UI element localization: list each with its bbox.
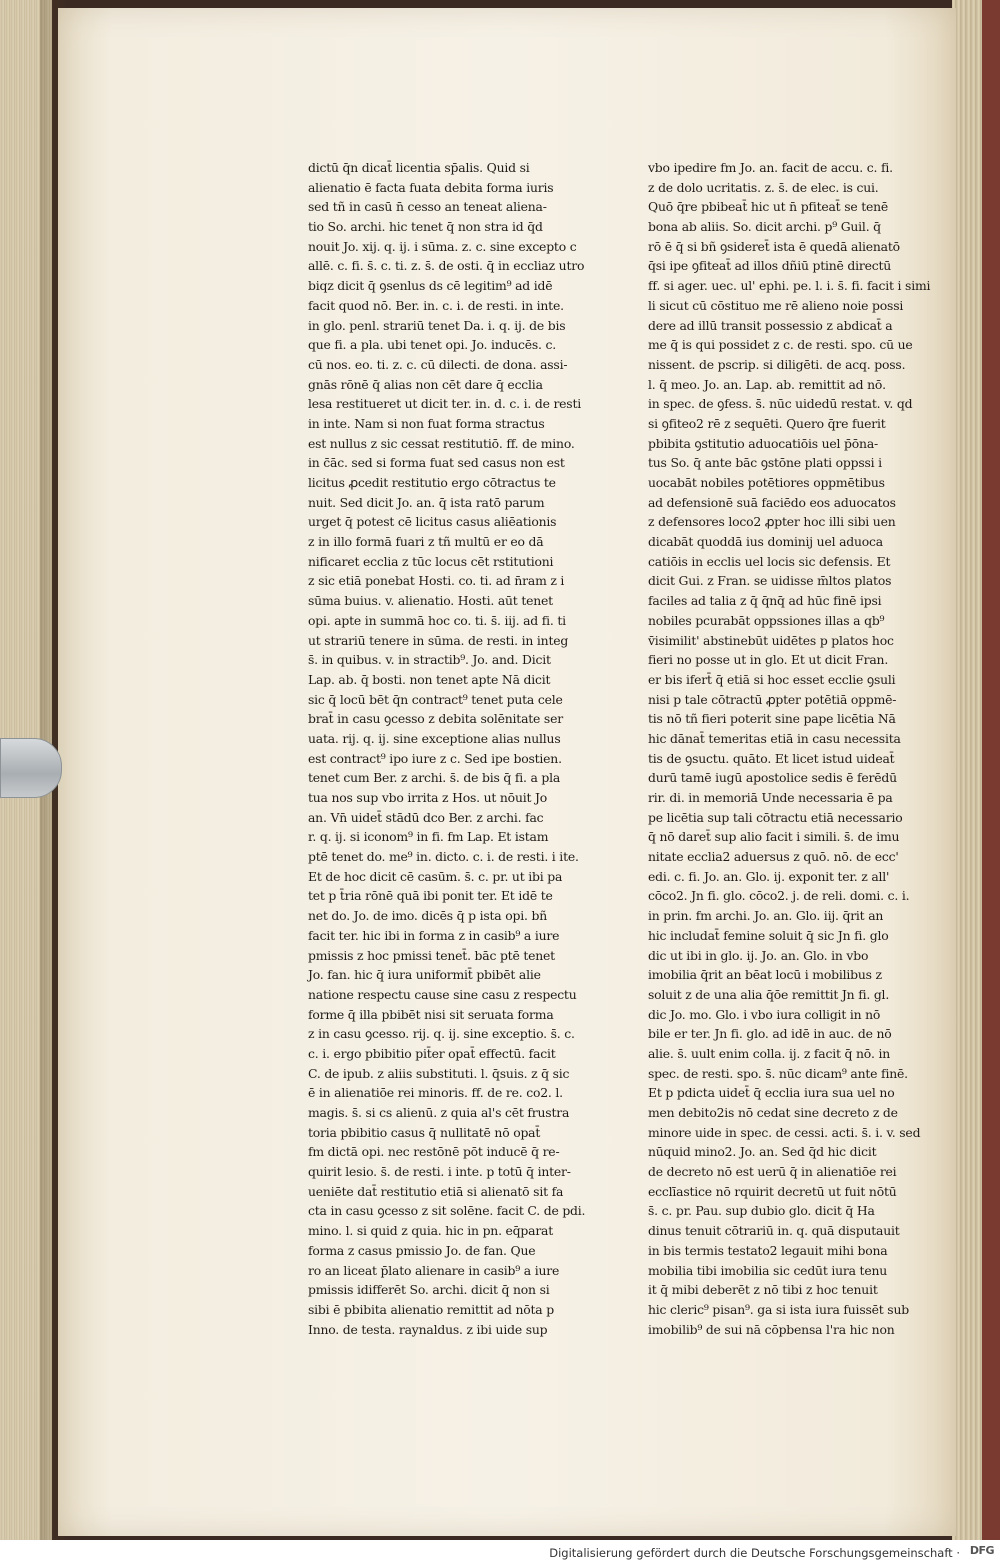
text-line: li sicut cū cōstituo me rē alieno noie possi — [648, 297, 904, 313]
text-line: Lap. ab. q̄ bosti. non tenet apte Nā dicit — [308, 671, 551, 687]
text-line: in glo. penl. strariū tenet Da. i. q. ij. de bis — [308, 317, 566, 333]
text-line: in spec. de ꝯfess. s̄. nūc uidedū restat. v. qd — [648, 396, 913, 412]
text-line: nouit Jo. xij. q. ij. i sūma. z. c. sine excepto c — [308, 238, 577, 254]
text-line: imobilia q̄rit an bēat locū i mobilibus z — [648, 967, 882, 983]
text-line: de decreto nō est uerū q̄ in alienatiōe rei — [648, 1164, 897, 1180]
footer-credit: Digitalisierung gefördert durch die Deutsche Forschungsgemeinschaft · — [549, 1546, 960, 1560]
text-line: natione respectu cause sine casu z respectu — [308, 986, 577, 1002]
text-line: tis de ꝯsuctu. quāto. Et licet istud uideat̄ — [648, 750, 895, 766]
text-line: facit ter. hic ibi in forma z in casib⁹ a iure — [308, 927, 560, 943]
text-line: forme q̄ illa pbibēt nisi sit seruata forma — [308, 1006, 554, 1022]
text-line: facit quod nō. Ber. in. c. i. de resti. in inte. — [308, 297, 564, 313]
text-line: alie. s̄. uult enim colla. ij. z facit q̄ nō. in — [648, 1045, 891, 1061]
page-clip — [0, 738, 62, 798]
text-line: sibi ē pbibita alienatio remittit ad nōta p — [308, 1301, 554, 1317]
text-line: nificaret ecclia z tūc locus cēt rstitutioni — [308, 553, 554, 569]
text-line: spec. de resti. spo. s̄. nūc dicam⁹ ante finē. — [648, 1065, 908, 1081]
text-line: ut strariū tenere in sūma. de resti. in integ — [308, 632, 569, 648]
text-line: nuit. Sed dicit Jo. an. q̄ ista ratō parum — [308, 494, 545, 510]
text-line: hic includat̄ femine soluit q̄ sic Jn fi. glo — [648, 927, 889, 943]
text-line: sic q̄ locū bēt q̄n contract⁹ tenet puta cele — [308, 691, 563, 707]
text-column-left — [308, 158, 586, 1339]
text-line: r. q. ij. si iconom⁹ in fi. fm Lap. Et istam — [308, 829, 549, 845]
text-line: nissent. de pscrip. si diligēti. de acq. poss. — [648, 356, 906, 372]
text-line: vbo ipedire fm Jo. an. facit de accu. c. fi. — [648, 160, 893, 175]
text-line: ecclīastice nō rquirit decretū ut fuit nōtū — [648, 1183, 897, 1199]
text-line: licitus ꝓcedit restitutio ergo cōtractus te — [308, 475, 556, 490]
text-line: tua nos sup vbo irrita z Hos. ut nōuit Jo — [308, 790, 548, 805]
text-line: in c̄āc. sed si forma fuat sed casus non est — [308, 455, 565, 471]
text-line: tis nō tñ fieri poterit sine pape licētia Nā — [648, 711, 896, 727]
text-line: que fi. a pla. ubi tenet opi. Jo. inducēs. c. — [308, 337, 557, 353]
text-line: mobilia tibi imobilia sic cedūt iura tenu — [648, 1262, 888, 1278]
text-line: imobilib⁹ de sui nā cōpbensa l'ra hic non — [648, 1321, 895, 1337]
text-line: rō ē q̄ si bñ ꝯsideret̄ ista ē quedā alienatō — [648, 238, 900, 254]
text-line: quirit lesio. s̄. de resti. i inte. p totū q̄ inter- — [308, 1164, 571, 1180]
text-line: urget q̄ potest cē licitus casus aliēationis — [308, 514, 557, 530]
text-line: pe licētia sup tali cōtractu etiā necessario — [648, 809, 903, 825]
text-line: s̄. in quibus. v. in stractib⁹. Jo. and. Dicit — [308, 652, 551, 668]
text-line: l. q̄ meo. Jo. an. Lap. ab. remittit ad nō. — [648, 376, 886, 392]
text-line: Quō q̄re pbibeat̄ hic ut n̄ pfiteat̄ se tenē — [648, 199, 889, 215]
text-line: hic dānat̄ temeritas etiā in casu necessita — [648, 730, 901, 746]
text-line: pbibita ꝯstitutio aduocatiōis uel p̄ōna- — [648, 435, 879, 451]
text-line: nobiles pcurabāt oppssiones illas a qb⁹ — [648, 612, 885, 628]
text-line: magis. s̄. si cs alienū. z quia al's cēt frustra — [308, 1105, 570, 1120]
text-line: me q̄ is qui possidet z c. de resti. spo. cū ue — [648, 337, 913, 353]
text-line: in prin. fm archi. Jo. an. Glo. iij. q̄rit an — [648, 908, 884, 924]
text-line: bile er ter. Jn fi. glo. ad idē in auc. de nō — [648, 1026, 892, 1042]
text-line: bona ab aliis. So. dicit archi. p⁹ Guil. q̄ — [648, 219, 881, 235]
text-line: soluit z de una alia q̄ōe remittit Jn fi. gl. — [648, 986, 890, 1002]
text-line: Jo. fan. hic q̄ iura uniformit̄ pbibēt alie — [308, 967, 541, 983]
text-line: biqz dicit q̄ ꝯsenlus ds cē legitim⁹ ad idē — [308, 278, 553, 294]
text-line: dicit Gui. z Fran. se uidisse m̄ltos platos — [648, 573, 892, 589]
text-line: c. i. ergo pbibitio pit̄er opat̄ effectū. facit — [308, 1045, 556, 1061]
text-line: sūma buius. v. alienatio. Hosti. aūt tenet — [308, 593, 553, 609]
text-line: cta in casu ꝯcesso z sit solēne. facit C. de pdi. — [308, 1203, 586, 1219]
text-line: durū tamē iugū apostolice sedis ē ferēdū — [648, 770, 897, 786]
text-line: z in illo formā fuari z tñ multū er eo dā — [308, 534, 544, 550]
text-line: z in casu ꝯcesso. rij. q. ij. sine exceptio. s̄. c. — [308, 1026, 575, 1042]
text-line: forma z casus pmissio Jo. de fan. Que — [308, 1242, 536, 1258]
text-line: pmissis idifferēt So. archi. dicit q̄ non si — [308, 1282, 550, 1298]
text-line: rir. di. in memoriā Unde necessaria ē pa — [648, 790, 893, 805]
book-cover-edge — [982, 0, 1000, 1540]
text-line: an. Vn̄ uidet̄ stādū dco Ber. z archi. fac — [308, 809, 544, 825]
text-line: ueniēte dat̄ restitutio etiā si alienatō sit fa — [308, 1183, 564, 1199]
text-line: er bis ifert̄ q̄ etiā si hoc esset ecclie ꝯsuli — [648, 671, 896, 687]
text-line: dic Jo. mo. Glo. i vbo iura colligit in nō — [648, 1006, 881, 1022]
text-line: minore uide in spec. de cessi. acti. s̄. i. v. sed — [648, 1124, 921, 1140]
text-line: ro an liceat p̄lato alienare in casib⁹ a iure — [308, 1262, 560, 1278]
text-line: opi. apte in summā hoc co. ti. s̄. iij. ad fi. ti — [308, 612, 566, 628]
text-line: nūquid mino2. Jo. an. Sed q̄d hic dicit — [648, 1144, 877, 1160]
text-line: ff. si ager. uec. ul' ephi. pe. l. i. s̄. fi. facit i simi — [648, 278, 931, 294]
text-line: dinus tenuit cōtrariū in. q. quā disputauit — [648, 1223, 900, 1239]
text-column-right — [648, 158, 931, 1339]
text-line: tet p t̄ria rōnē quā ibi ponit ter. Et idē te — [308, 888, 553, 904]
text-line: pmissis z hoc pmissi tenet̄. bāc ptē tenet — [308, 947, 555, 963]
text-line: est contract⁹ ipo iure z c. Sed ipe bostien. — [308, 750, 562, 766]
text-line: z sic etiā ponebat Hosti. co. ti. ad n̄ram z i — [308, 573, 565, 589]
text-line: toria pbibitio casus q̄ nullitatē nō opat̄ — [308, 1124, 541, 1140]
text-line: v̄isimilit' abstinebūt uidētes p platos hoc — [648, 632, 894, 648]
text-line: edi. c. fi. Jo. an. Glo. ij. exponit ter. z all' — [648, 868, 890, 884]
text-line: tenet cum Ber. z archi. s̄. de bis q̄ fi. a pla — [308, 770, 561, 786]
text-line: dere ad illū transit possessio z abdicat̄ a — [648, 317, 893, 333]
page-edges-right — [952, 0, 982, 1540]
text-line: brat̄ in casu ꝯcesso z debita solēnitate ser — [308, 711, 563, 727]
text-line: sed tñ in casū n̄ cesso an teneat aliena- — [308, 199, 547, 215]
text-line: si ꝯfiteo2 rē z sequēti. Quero q̄re fuerit — [648, 415, 886, 431]
text-line: Et p pdicta uidet̄ q̄ ecclia iura sua uel no — [648, 1085, 895, 1101]
footer-bar — [0, 1540, 1000, 1566]
text-line: est nullus z sic cessat restitutiō. ff. de mino. — [308, 435, 575, 451]
text-line: nisi p tale cōtractū ꝓpter potētiā oppmē- — [648, 691, 897, 707]
text-line: cōco2. Jn fi. glo. cōco2. j. de reli. domi. c. i. — [648, 888, 910, 904]
text-line: cū nos. eo. ti. z. c. cū dilecti. de dona. assi- — [308, 356, 568, 372]
text-line: men debito2is nō cedat sine decreto z de — [648, 1105, 898, 1120]
text-line: gnās rōnē q̄ alias non cēt dare q̄ ecclia — [308, 376, 543, 392]
text-line: Inno. de testa. raynaldus. z ibi uide sup — [308, 1321, 548, 1337]
text-line: dic ut ibi in glo. ij. Jo. an. Glo. in vbo — [648, 947, 869, 963]
text-line: hic cleric⁹ pisan⁹. ga si ista iura fuissēt sub — [648, 1301, 909, 1317]
text-line: fieri no posse ut in glo. Et ut dicit Fran. — [648, 652, 889, 668]
text-line: faciles ad talia z q̄ q̄nq̄ ad hūc finē ipsi — [648, 593, 882, 609]
text-line: dictū q̄n dicat̄ licentia sp̄alis. Quid si — [308, 160, 530, 175]
text-line: ē in alienatiōe rei minoris. ff. de re. co2. l. — [308, 1085, 563, 1101]
text-line: it q̄ mibi deberēt z nō tibi z hoc tenuit — [648, 1282, 878, 1298]
text-line: tus So. q̄ ante bāc ꝯstōne plati oppssi i — [648, 455, 882, 471]
text-line: catiōis in ecclis uel locis sic defensis. Et — [648, 553, 891, 569]
text-line: z defensores loco2 ꝓpter hoc illi sibi uen — [648, 514, 896, 530]
text-line: tio So. archi. hic tenet q̄ non stra id q̄d — [308, 219, 543, 235]
text-line: fm dictā opi. nec restōnē pōt inducē q̄ re- — [308, 1144, 560, 1160]
text-line: in bis termis testato2 legauit mihi bona — [648, 1242, 888, 1258]
text-line: uata. rij. q. ij. sine exceptione alias nullus — [308, 730, 561, 746]
text-line: s̄. c. pr. Pau. sup dubio glo. dicit q̄ Ha — [648, 1203, 875, 1219]
text-line: z de dolo ucritatis. z. s̄. de elec. is cui. — [648, 179, 879, 195]
dfg-logo: DFG — [969, 1544, 994, 1557]
text-line: C. de ipub. z aliis substituti. l. q̄suis. z q̄ sic — [308, 1065, 570, 1081]
text-line: ad defensionē suā faciēdo eos aduocatos — [648, 494, 896, 510]
text-line: net do. Jo. de imo. dicēs q̄ p ista opi. bñ — [308, 908, 547, 924]
text-line: q̄si ipe ꝯfiteat̄ ad illos dñiū ptinē directū — [648, 258, 892, 274]
text-line: dicabāt quoddā ius dominij uel aduoca — [648, 534, 883, 550]
text-line: alienatio ē facta fuata debita forma iuris — [308, 179, 554, 195]
text-line: mino. l. si quid z quia. hic in pn. eq̄parat — [308, 1223, 554, 1239]
text-line: Et de hoc dicit cē casūm. s̄. c. pr. ut ibi pa — [308, 868, 563, 884]
text-line: allē. c. fi. s̄. c. ti. z. s̄. de osti. q̄ in eccliaz utro — [308, 258, 585, 274]
text-line: q̄ nō daret̄ sup alio facit i simili. s̄. de imu — [648, 829, 900, 845]
text-line: nitate ecclia2 aduersus z quō. nō. de ecc' — [648, 849, 899, 865]
text-line: in inte. Nam si non fuat forma stractus — [308, 415, 545, 431]
text-line: uocabāt nobiles potētiores oppmētibus — [648, 475, 885, 490]
text-line: lesa restitueret ut dicit ter. in. d. c. i. de resti — [308, 396, 582, 412]
text-line: ptē tenet do. me⁹ in. dicto. c. i. de resti. i ite. — [308, 849, 579, 865]
